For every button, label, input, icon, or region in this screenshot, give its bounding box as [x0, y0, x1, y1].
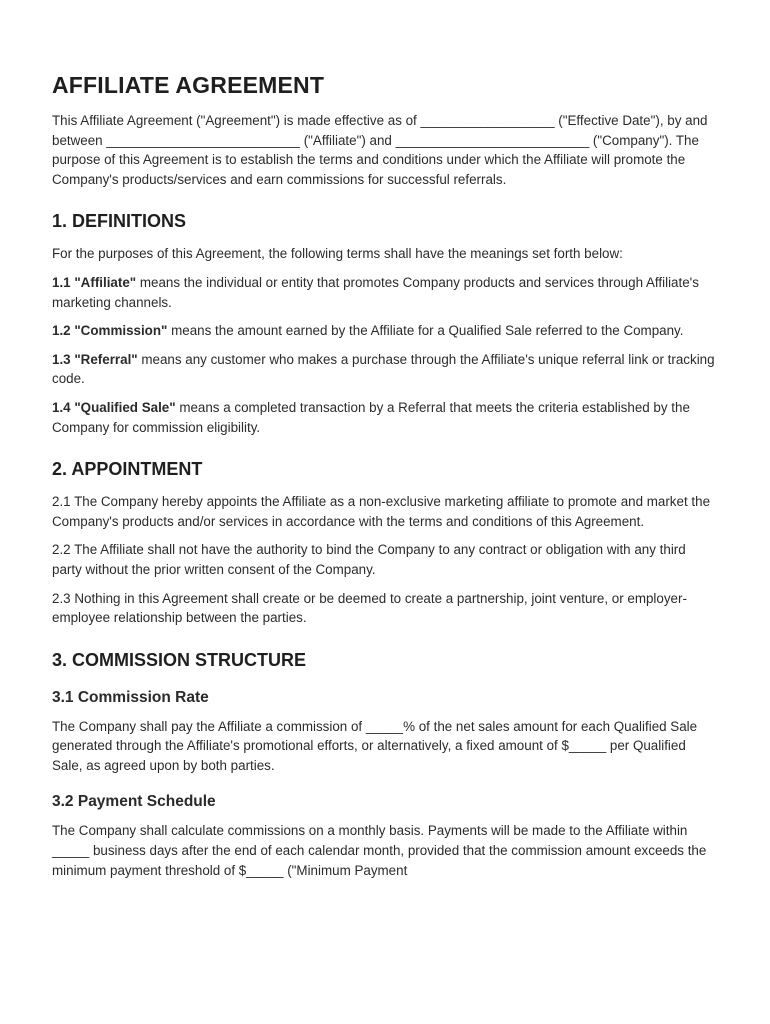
section-heading-commission: 3. COMMISSION STRUCTURE: [52, 649, 307, 670]
appointment-paragraph: 2.3 Nothing in this Agreement shall create or be deemed to create a partnership, joint venture, or employer-employee relationship between the parties.: [52, 590, 687, 626]
definition-item: [52, 321, 718, 341]
document-title: AFFILIATE AGREEMENT: [52, 72, 325, 98]
definition-term: 1.2 "Commission": [52, 323, 168, 339]
section-heading-appointment: 2. APPOINTMENT: [52, 459, 203, 480]
payment-schedule-paragraph: The Company shall calculate commissions on a monthly basis. Payments will be made to the Affiliate within _____ business days after the end of each calendar month, provided that the commission amount exceeds the minimum payment threshold of $_____ ("Minimum Payment: [52, 823, 707, 878]
subsection-heading-schedule: 3.2 Payment Schedule: [52, 793, 216, 811]
appointment-paragraph: 2.1 The Company hereby appoints the Affiliate as a non-exclusive marketing affiliate to promote and market the Company's products and/or services in accordance with the terms and conditions of this Agreement.: [52, 494, 711, 529]
subsection-heading-rate: 3.1 Commission Rate: [52, 688, 209, 706]
commission-rate-paragraph: The Company shall pay the Affiliate a commission of _____% of the net sales amount for each Qualified Sale generated through the Affiliate's promotional efforts, or alternatively, a fixed amount of $_____ per Qualified Sale, as agreed upon by both parties.: [52, 718, 698, 773]
definition-item: [52, 273, 718, 312]
definition-term: 1.4 "Qualified Sale": [52, 399, 176, 415]
appointment-paragraph: 2.2 The Affiliate shall not have the authority to bind the Company to any contract or obligation with any third party without the prior written consent of the Company.: [52, 542, 686, 577]
definition-text: means any customer who makes a purchase through the Affiliate's unique referral link or tracking code.: [52, 351, 715, 387]
definitions-lead: For the purposes of this Agreement, the following terms shall have the meanings set forth below:: [52, 246, 623, 262]
definition-term: 1.3 "Referral": [52, 351, 138, 367]
definition-text: means the individual or entity that promotes Company products and services through Affiliate's marketing channels.: [52, 274, 699, 310]
definition-text: means the amount earned by the Affiliate for a Qualified Sale referred to the Company.: [167, 323, 684, 339]
definition-item: [52, 398, 718, 437]
intro-paragraph: This Affiliate Agreement ("Agreement") is made effective as of __________________ ("Effective Date"), by and between __________________________ ("Affiliate") and __________________________ ("Company"). The purpose of this Agreement is to establish the terms and conditions under which the Affiliate will promote the Company's products/services and earn commissions for successful referrals.: [52, 113, 708, 187]
section-heading-definitions: 1. DEFINITIONS: [52, 211, 187, 232]
definition-text: means a completed transaction by a Referral that meets the criteria established by the Company for commission eligibility.: [52, 399, 690, 435]
definition-item: [52, 350, 718, 389]
definition-term: 1.1 "Affiliate": [52, 274, 137, 290]
